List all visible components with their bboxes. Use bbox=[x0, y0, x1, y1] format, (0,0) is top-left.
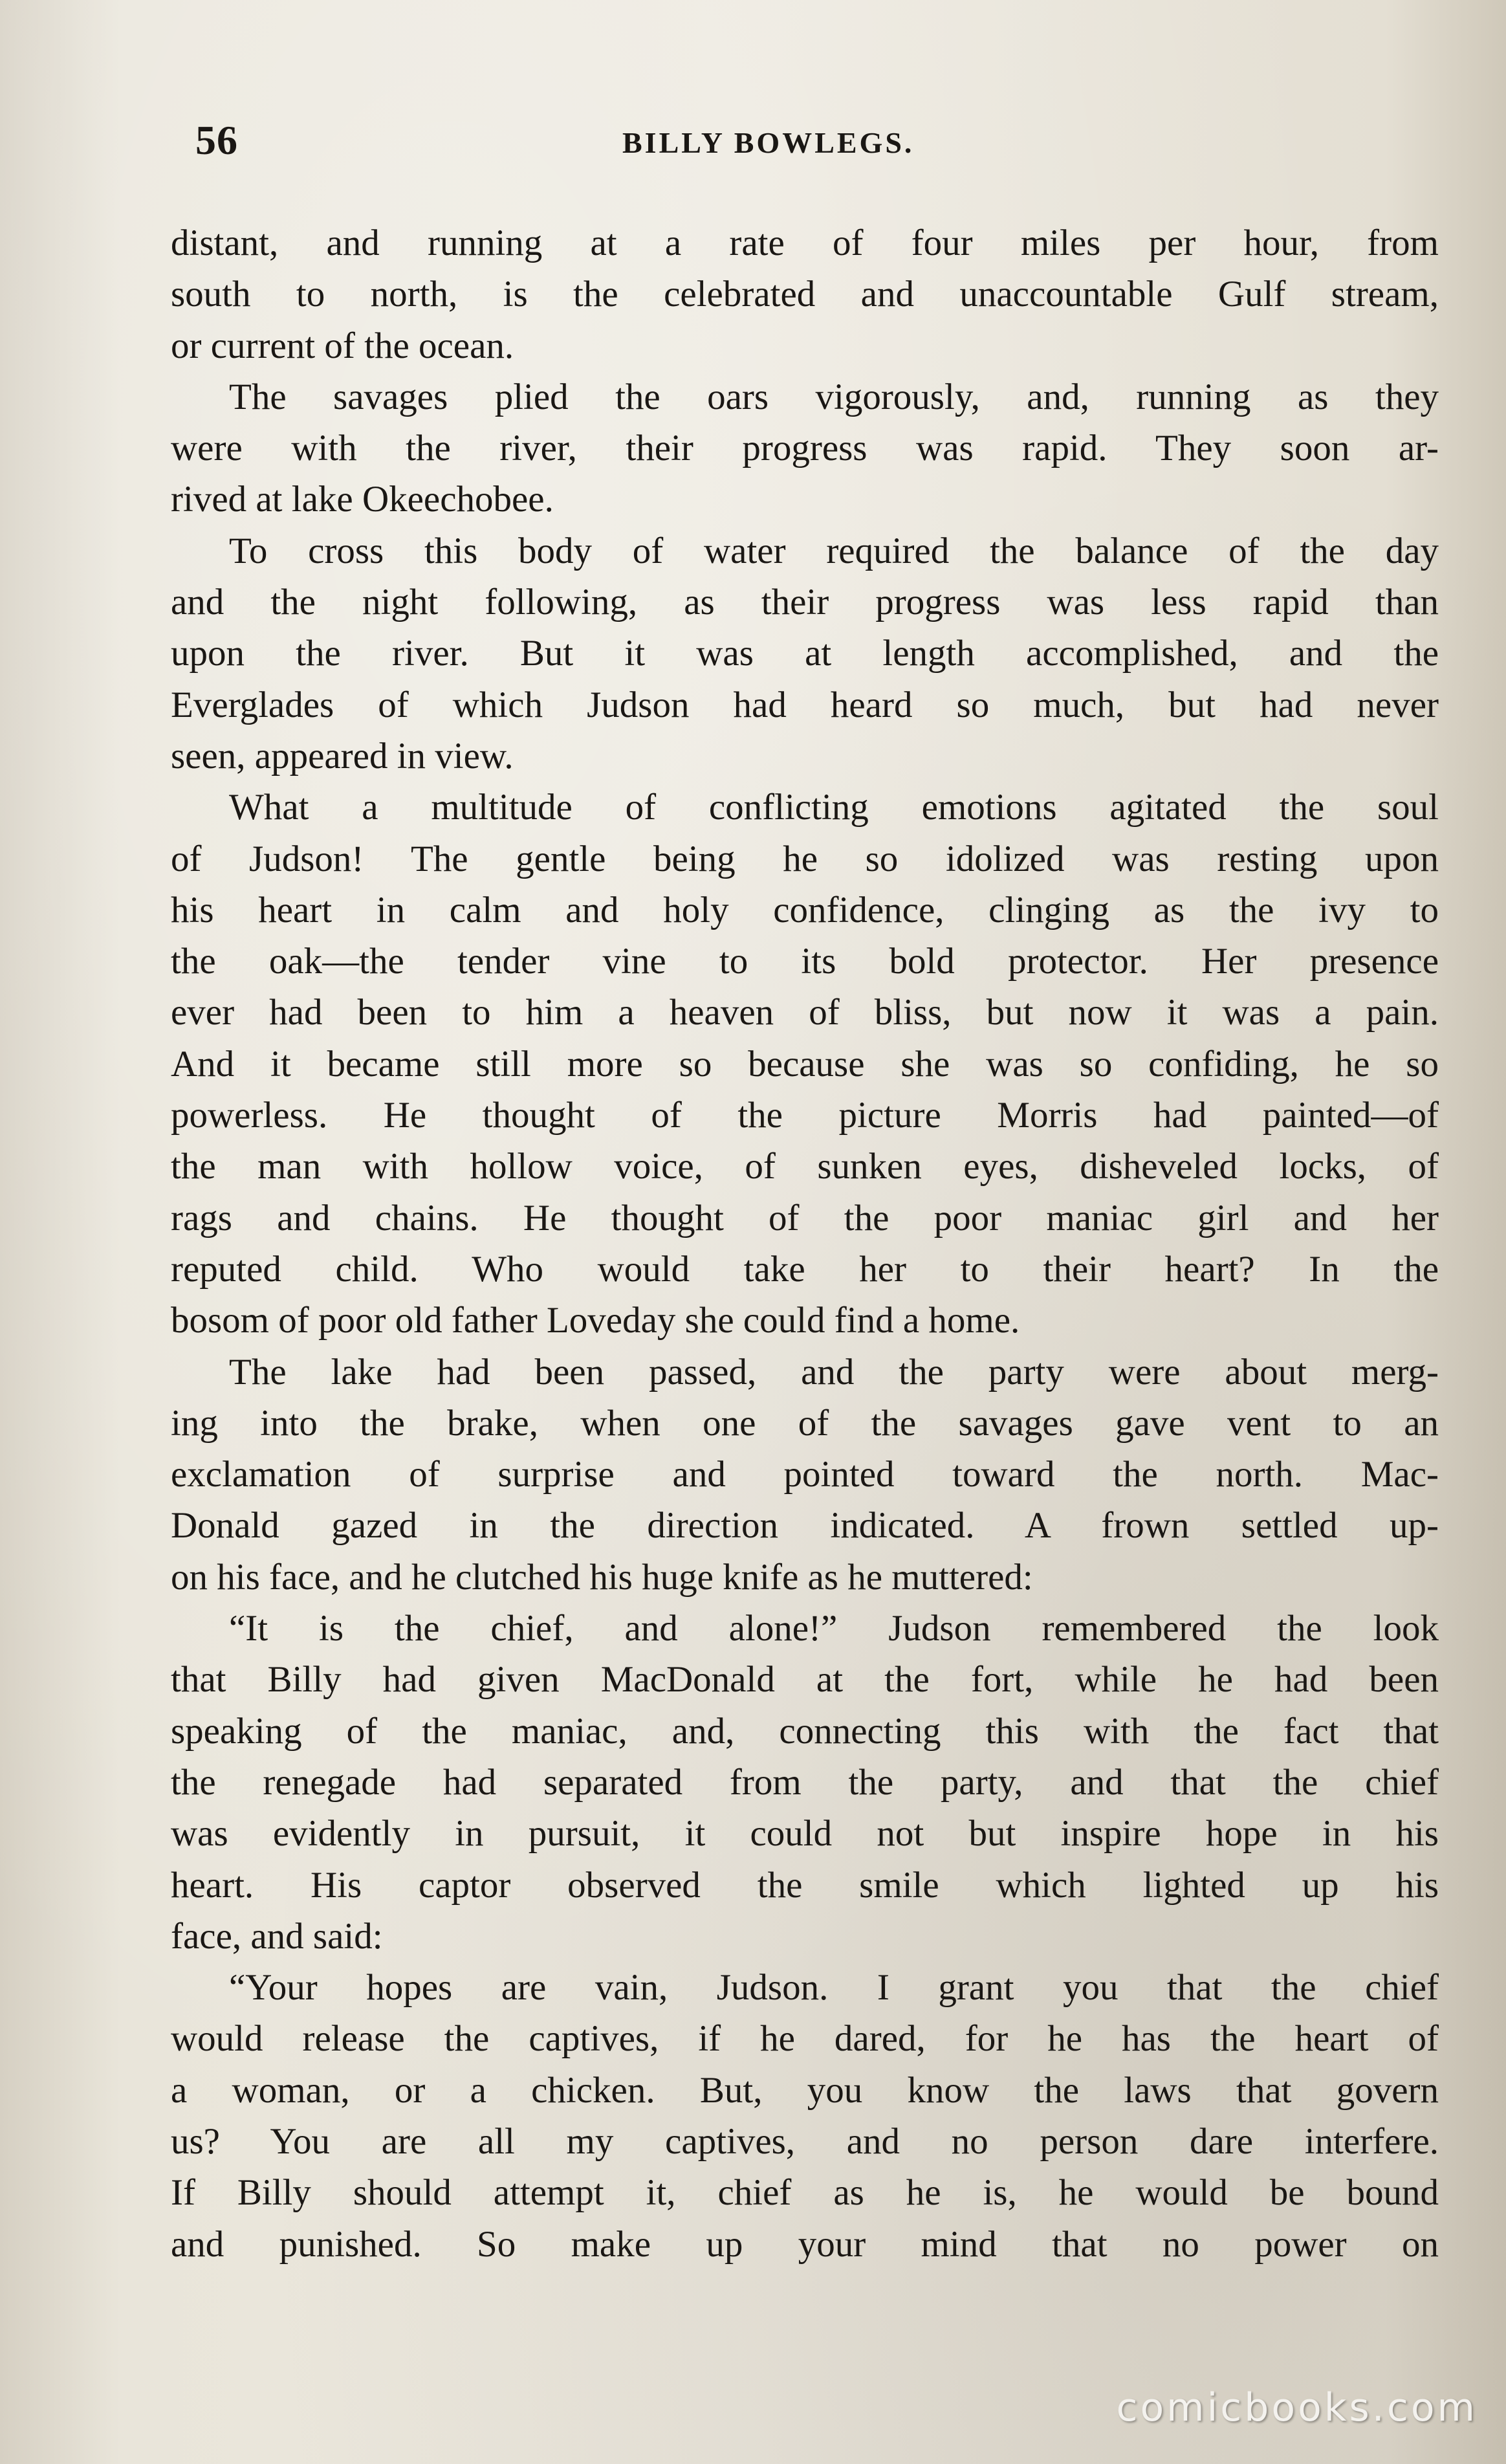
text-line: “It is the chief, and alone!” Judson remembered the look bbox=[229, 1608, 1439, 1649]
page-header bbox=[195, 116, 1440, 168]
text-line: the renegade had separated from the party, and that the chief bbox=[171, 1761, 1439, 1803]
text-line: that Billy had given MacDonald at the fort, while he had been bbox=[171, 1659, 1439, 1700]
text-line: on his face, and he clutched his huge knife as he muttered: bbox=[171, 1556, 1033, 1598]
text-line: was evidently in pursuit, it could not but inspire hope in his bbox=[171, 1813, 1439, 1854]
text-line: And it became still more so because she was so confiding, he so bbox=[171, 1043, 1439, 1084]
text-line: upon the river. But it was at length accomplished, and the bbox=[171, 633, 1439, 674]
text-line: and the night following, as their progress was less rapid than bbox=[171, 582, 1439, 623]
text-line: a woman, or a chicken. But, you know the laws that govern bbox=[171, 2069, 1439, 2111]
text-line: the oak—the tender vine to its bold protector. Her presence bbox=[171, 941, 1439, 982]
text-line: would release the captives, if he dared, for he has the heart of bbox=[171, 2018, 1439, 2060]
page-number: 56 bbox=[195, 117, 238, 163]
text-line: powerless. He thought of the picture Morris had painted—of bbox=[171, 1095, 1439, 1136]
body-text bbox=[171, 217, 1439, 2270]
running-title: BILLY BOWLEGS. bbox=[622, 126, 915, 159]
watermark: comicbooks.com bbox=[1116, 2385, 1478, 2430]
text-line: The savages plied the oars vigorously, and, running as they bbox=[229, 376, 1439, 417]
text-line: If Billy should attempt it, chief as he is, he would be bound bbox=[171, 2172, 1439, 2214]
text-line: bosom of poor old father Loveday she could find a home. bbox=[171, 1300, 1020, 1341]
text-line: or current of the ocean. bbox=[171, 325, 514, 366]
text-line: ing into the brake, when one of the savages gave vent to an bbox=[171, 1402, 1439, 1444]
text-line: ever had been to him a heaven of bliss, but now it was a pain. bbox=[171, 992, 1439, 1033]
text-line: reputed child. Who would take her to their heart? In the bbox=[171, 1248, 1439, 1290]
text-line: were with the river, their progress was rapid. They soon ar- bbox=[171, 428, 1439, 469]
text-line: his heart in calm and holy confidence, clinging as the ivy to bbox=[171, 889, 1439, 930]
text-line: rags and chains. He thought of the poor maniac girl and her bbox=[171, 1197, 1439, 1238]
text-line: rived at lake Okeechobee. bbox=[171, 479, 554, 520]
text-line: speaking of the maniac, and, connecting this with the fact that bbox=[171, 1710, 1439, 1752]
text-line: The lake had been passed, and the party were about merg- bbox=[229, 1351, 1439, 1392]
text-line: heart. His captor observed the smile which lighted up his bbox=[171, 1864, 1439, 1906]
text-line: Donald gazed in the direction indicated. A frown settled up- bbox=[171, 1505, 1439, 1546]
text-line: face, and said: bbox=[171, 1915, 383, 1957]
text-line: distant, and running at a rate of four miles per hour, from bbox=[171, 223, 1439, 263]
text-line: To cross this body of water required the balance of the day bbox=[229, 530, 1439, 571]
text-line: What a multitude of conflicting emotions agitated the soul bbox=[229, 787, 1439, 828]
text-line: us? You are all my captives, and no person dare interfere. bbox=[171, 2120, 1439, 2162]
text-line: of Judson! The gentle being he so idolized was resting upon bbox=[171, 838, 1439, 879]
text-line: seen, appeared in view. bbox=[171, 735, 514, 776]
text-line: and punished. So make up your mind that no power on bbox=[171, 2223, 1439, 2265]
text-line: the man with hollow voice, of sunken eyes, disheveled locks, of bbox=[171, 1146, 1439, 1187]
text-line: “Your hopes are vain, Judson. I grant you that the chief bbox=[229, 1967, 1439, 2008]
text-line: Everglades of which Judson had heard so much, but had never bbox=[171, 684, 1439, 725]
text-line: exclamation of surprise and pointed toward the north. Mac- bbox=[171, 1454, 1439, 1495]
text-line: south to north, is the celebrated and unaccountable Gulf stream, bbox=[171, 274, 1439, 315]
